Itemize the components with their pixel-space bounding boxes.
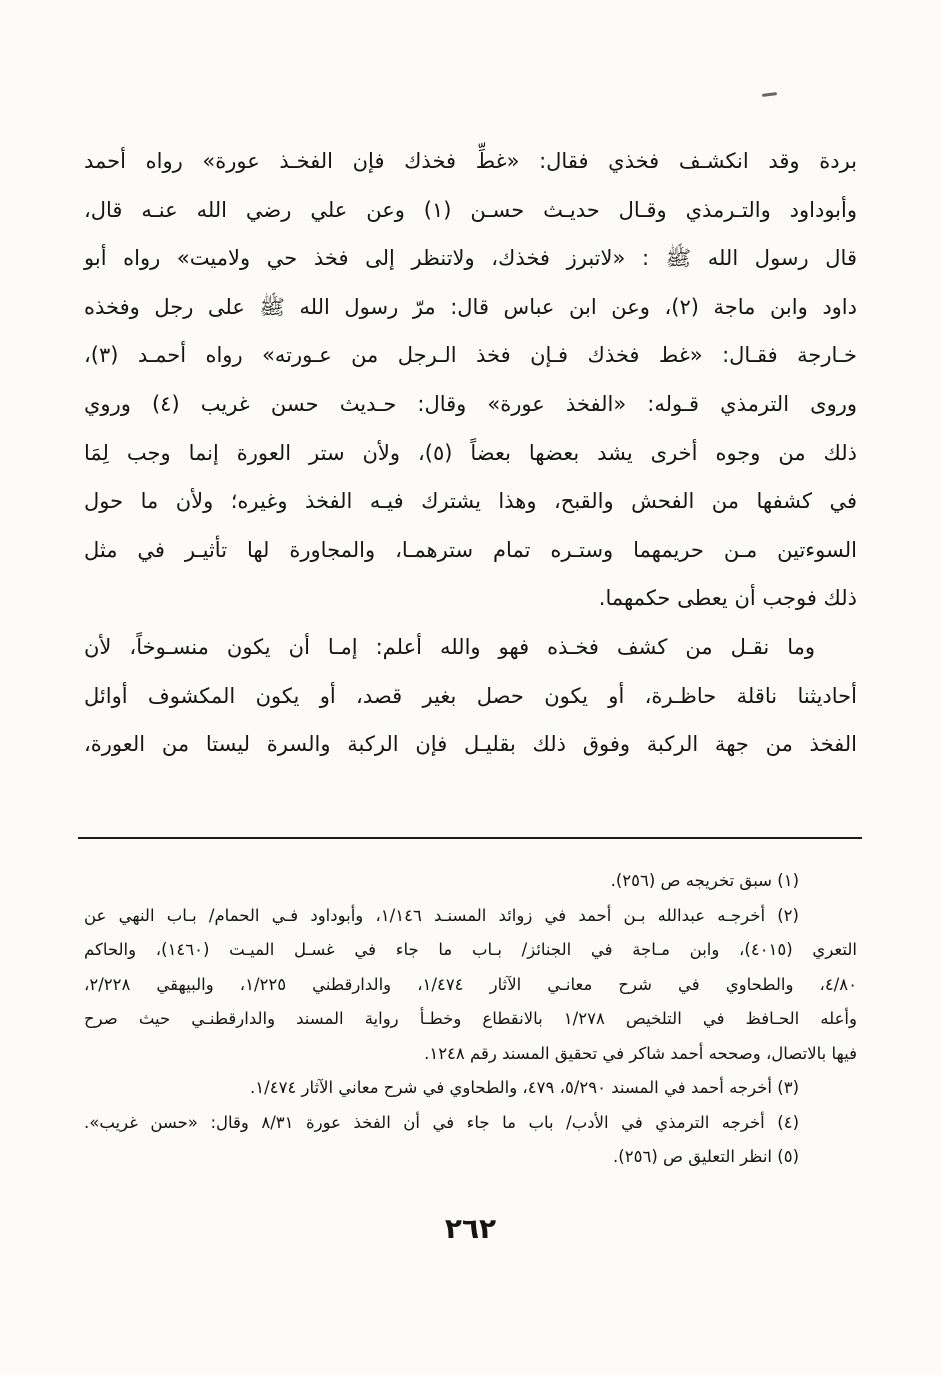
footnote — [84, 1140, 857, 1175]
footnote-line: (٢) أخرجـه عبدالله بـن أحمد في زوائد المسنـد ١/١٤٦، وأبوداود فـي الحمام/ بـاب النهي عن — [84, 905, 799, 925]
footnote — [84, 1106, 857, 1141]
footnote-line: (٣) أخرجه أحمد في المسند ٥/٢٩٠، ٤٧٩، والطحاوي في شرح معاني الآثار ١/٤٧٤. — [250, 1078, 799, 1097]
footnote — [84, 899, 857, 1072]
body-line: وأبوداود والتـرمذي وقـال حديـث حسـن (١) وعن علي رضي الله عنـه قال، — [84, 197, 857, 222]
footnote-separator — [78, 837, 862, 839]
scan-artifact-mark — [762, 92, 777, 97]
body-line: ذلك فوجب أن يعطى حكمهما. — [598, 586, 857, 611]
body-line: في كشفها من الفحش والقبح، وهذا يشترك فيـه الفخذ وغيره؛ ولأن ما حول — [84, 489, 857, 514]
footnote — [84, 1071, 857, 1106]
body-line: ذلك من وجوه أخرى يشد بعضها بعضاً (٥)، ولأن ستر العورة إنما وجب لِمَا — [84, 440, 857, 465]
footnote-line: ٤/٨٠، والطحاوي في شرح معانـي الآثار ١/٤٧٤، والدارقطني ١/٢٢٥، والبيهقي ٢/٢٢٨، — [84, 974, 857, 994]
main-text — [84, 137, 857, 769]
footnote-line: (٤) أخرجه الترمذي في الأدب/ باب ما جاء في أن الفخذ عورة ٨/٣١ وقال: «حسن غريب». — [84, 1112, 799, 1132]
page-number: ٢٦٢ — [444, 1212, 497, 1245]
footnote-line: وأعله الحـافظ في التلخيص ١/٢٧٨ بالانقطاع وخطـأ رواية المسند والدارقطنـي حيث صرح — [84, 1009, 857, 1028]
paragraph — [84, 623, 857, 769]
footnote-line: التعري (٤٠١٥)، وابن مـاجة في الجنائز/ بـاب ما جاء في غسـل الميـت (١٤٦٠)، والحاكم — [84, 940, 857, 959]
body-line: قال رسول الله ﷺ : «لاتبرز فخذك، ولاتنظر إلى فخذ حي ولاميت» رواه أبو — [84, 246, 857, 271]
body-line: الفخذ من جهة الركبة وفوق ذلك بقليـل فإن الركبة والسرة ليستا من العورة، — [84, 732, 857, 757]
footnote-line: فيها بالاتصال، وصححه أحمد شاكر في تحقيق المسند رقم ١٢٤٨. — [424, 1043, 857, 1063]
body-line: وما نقـل من كشف فخـذه فهو والله أعلم: إمـا أن يكون منسـوخاً، لأن — [84, 634, 815, 659]
footnote-line: (١) سبق تخريجه ص (٢٥٦). — [610, 871, 799, 890]
body-line: بردة وقد انكشـف فخذي فقال: «غطِّ فخذك فإن الفخـذ عورة» رواه أحمد — [84, 149, 857, 173]
footnote — [84, 864, 857, 899]
paragraph — [84, 137, 857, 623]
footnote-line: (٥) انظر التعليق ص (٢٥٦). — [613, 1147, 799, 1166]
body-line: داود وابن ماجة (٢)، وعن ابن عباس قال: مرّ رسول الله ﷺ على رجل وفخذه — [84, 294, 857, 319]
body-line: وروى الترمذي قـوله: «الفخذ عورة» وقال: حـديث حسن غريب (٤) وروي — [84, 391, 857, 416]
body-line: خـارجة فقـال: «غط فخذك فـإن فخذ الـرجل من عـورته» رواه أحمـد (٣)، — [84, 343, 857, 368]
footnotes — [84, 864, 857, 1175]
body-line: السوءتين مـن حريمهما وستـره تمام سترهمـا، والمجاورة لها تأثيـر في مثل — [84, 537, 857, 562]
body-line: أحاديثنا ناقلة حاظـرة، أو يكون حصل بغير قصد، أو يكون المكشوف أوائل — [84, 683, 857, 708]
